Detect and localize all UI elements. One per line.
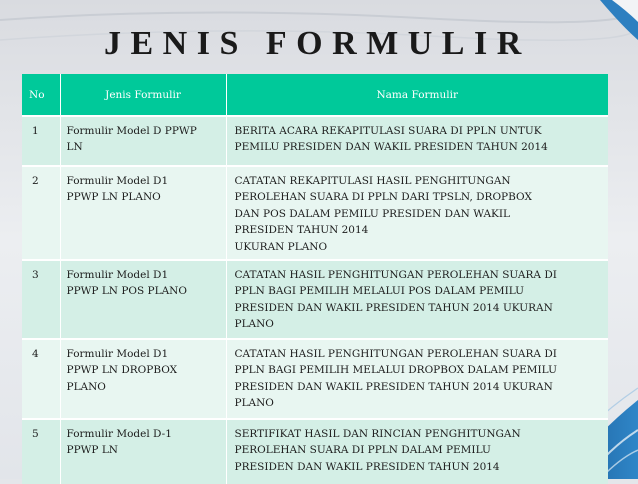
cell-nama [226,260,608,339]
cell-line: LN [66,141,83,154]
header-nama-formulir: Nama Formulir [226,74,608,116]
cell-jenis [60,339,226,419]
cell-line: PEMILU PRESIDEN DAN WAKIL PRESIDEN TAHUN 2014 [234,141,548,154]
table-row [22,116,608,166]
cell-jenis [60,166,226,260]
cell-line: CATATAN HASIL PENGHITUNGAN PEROLEHAN SUARA DI [234,348,557,361]
table-row [22,419,608,484]
table-row [22,166,608,260]
cell-line: Formulir Model D1 [66,269,169,282]
header-jenis-formulir: Jenis Formulir [60,74,226,116]
cell-no: 1 [22,116,60,166]
cell-no: 5 [22,419,60,484]
formulir-table-container [22,74,608,484]
cell-line: DAN POS DALAM PEMILU PRESIDEN DAN WAKIL [234,207,511,220]
cell-line: BERITA ACARA REKAPITULASI SUARA DI PPLN UNTUK [234,125,542,137]
cell-nama [226,419,608,484]
cell-line: Formulir Model D PPWP [66,125,197,137]
cell-line: PPWP LN [66,444,118,457]
cell-line: PPLN BAGI PEMILIH MELALUI DROPBOX DALAM PEMILU [234,364,557,377]
cell-line: PPWP LN PLANO [66,191,161,204]
cell-line: UKURAN PLANO [234,240,328,253]
formulir-table [22,74,608,484]
cell-no: 4 [22,339,60,419]
cell-line: SERTIFIKAT HASIL DAN RINCIAN PENGHITUNGAN [234,428,521,441]
cell-line: PRESIDEN DAN WAKIL PRESIDEN TAHUN 2014 UKURAN [234,301,553,314]
cell-nama [226,116,608,166]
cell-line: Formulir Model D1 [66,175,169,187]
cell-line: Formulir Model D-1 [66,428,172,441]
cell-line: CATATAN REKAPITULASI HASIL PENGHITUNGAN [234,175,511,187]
cell-line: PLANO [234,318,274,331]
cell-line: PPLN BAGI PEMILIH MELALUI POS DALAM PEMILU [234,285,524,298]
cell-line: PRESIDEN DAN WAKIL PRESIDEN TAHUN 2014 UKURAN [234,380,553,393]
cell-line: PRESIDEN TAHUN 2014 [234,224,369,237]
cell-jenis [60,116,226,166]
slide-title: JENIS FORMULIR [104,25,531,62]
cell-line: CATATAN HASIL PENGHITUNGAN PEROLEHAN SUARA DI [234,269,557,282]
cell-line: PLANO [66,380,106,393]
cell-jenis [60,260,226,339]
table-row [22,339,608,419]
header-no: No [22,74,60,116]
cell-no: 3 [22,260,60,339]
cell-line: Formulir Model D1 [66,348,169,361]
cell-line: PLANO [234,397,274,410]
cell-line: PPWP LN POS PLANO [66,285,187,298]
table-row [22,260,608,339]
table-header-row [22,74,608,116]
cell-line: PEROLEHAN SUARA DI PPLN DALAM PEMILU [234,444,491,457]
cell-nama [226,166,608,260]
cell-nama [226,339,608,419]
cell-line: PPWP LN DROPBOX [66,364,178,377]
cell-no: 2 [22,166,60,260]
cell-jenis [60,419,226,484]
cell-line: PEROLEHAN SUARA DI PPLN DARI TPSLN, DROPBOX [234,191,532,204]
cell-line: PRESIDEN DAN WAKIL PRESIDEN TAHUN 2014 [234,460,500,473]
